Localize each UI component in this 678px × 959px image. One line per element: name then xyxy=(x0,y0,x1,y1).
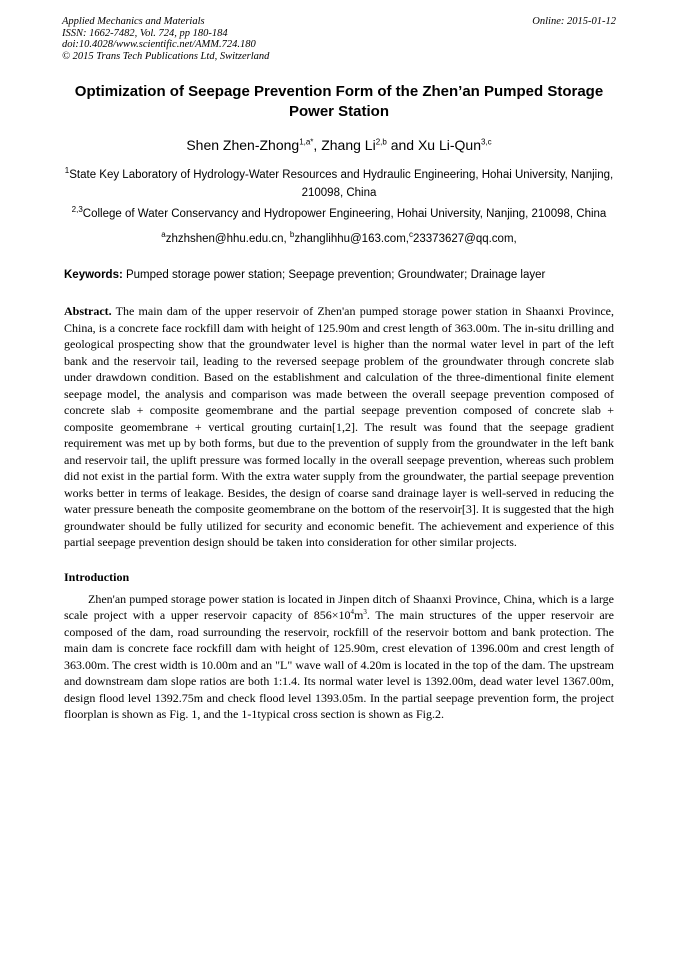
email-link[interactable]: zhzhshen@hhu.edu.cn, xyxy=(165,233,290,245)
introduction-paragraph xyxy=(64,591,614,723)
author-name: Shen Zhen-Zhong xyxy=(186,137,300,153)
email-link[interactable]: 23373627@qq.com, xyxy=(412,233,517,245)
introduction-heading: Introduction xyxy=(64,569,130,584)
email-superscript: a xyxy=(161,230,166,240)
affiliation xyxy=(64,166,614,202)
paper-title: Optimization of Seepage Prevention Form of the Zhen’an Pumped Storage Power Station xyxy=(74,83,604,120)
doi-line: doi:10.4028/www.scientific.net/AMM.724.180 xyxy=(62,39,256,50)
author-superscript: 1,a* xyxy=(299,137,314,147)
intro-superscript: 3 xyxy=(363,608,367,616)
author-name: Xu Li-Qun xyxy=(417,137,481,153)
intro-superscript: 4 xyxy=(350,608,354,616)
email-link[interactable]: zhanglihhu@163.com, xyxy=(294,233,409,245)
email-superscript: c xyxy=(408,230,413,240)
abstract-label: Abstract. xyxy=(64,304,112,318)
issn-line: ISSN: 1662-7482, Vol. 724, pp 180-184 xyxy=(62,27,228,39)
author-superscript: 2,b xyxy=(375,137,387,147)
abstract xyxy=(64,303,614,551)
keywords-label: Keywords: xyxy=(64,269,123,281)
affiliation-superscript: 1 xyxy=(64,166,70,176)
intro-unit: m xyxy=(353,608,364,622)
paper-body xyxy=(64,82,614,723)
copyright-line: © 2015 Trans Tech Publications Ltd, Switzerland xyxy=(62,50,270,62)
journal-header xyxy=(62,16,269,62)
online-date: Online: 2015-01-12 xyxy=(532,16,616,27)
abstract-text: The main dam of the upper reservoir of Zhen'an pumped storage power station in Shaanxi Province, China, is a concrete face rockfill dam with height of 125.90m and crest length of 363.00m. The in-situ drilling and geological prospecting show that the groundwater level is higher than the normal water level in part of the left bank and the reservoir tail, leading to the reversed seepage problem of the groundwater through concrete slab under drawdown condition. Based on the establishment and calculation of the three-dimentional finite element seepage model, the analysis and comparison was made between the overall seepage prevention composed of concrete slab + composite geomembrane and the partial seepage prevention composed of concrete slab + composite geomembrane + vertical grouting curtain[1,2]. The result was found that the seepage gradient requirement was met up by both forms, but due to the prevention of supply from the groundwater in the left bank and reservoir tail, the uplift pressure was formed locally in the overall seepage prevention, whereas such problem did not exist in the partial form. With the extra water supply from the groundwater, the partial seepage prevention works better in terms of leakage. Besides, the design of coarse sand drainage layer is well-served in reducing the water pressure beneath the composite geomembrane on the bottom of the reservoir[3]. It is suggested that the high groundwater should be fully utilized for security and economic benefit. The achievement and experience of this partial seepage prevention design should be taken into consideration for other similar projects. xyxy=(64,304,614,549)
author-separator: and xyxy=(386,137,418,153)
email-superscript: b xyxy=(289,230,295,240)
author-superscript: 3,c xyxy=(481,137,492,147)
affiliation-text: State Key Laboratory of Hydrology-Water Resources and Hydraulic Engineering, Hohai University, Nanjing, 210098, China xyxy=(69,169,614,199)
author-separator: , xyxy=(313,137,322,153)
author-list xyxy=(64,136,614,154)
intro-text: Zhen'an pumped storage power station is located in Jinpen ditch of Shaanxi Province, China, which is a large scale project with a upper reservoir capacity of 856×10 xyxy=(64,591,614,622)
journal-name: Applied Mechanics and Materials xyxy=(62,16,205,27)
affiliation-superscript: 2,3 xyxy=(71,205,83,215)
author-name: Zhang Li xyxy=(321,137,376,153)
intro-text: . The main structures of the upper reservoir are composed of the dam, road surrounding the reservoir, rockfill of the reservoir bottom and bank protection. The main dam is concrete face rockfill dam with height of 125.90m, crest elevation of 1396.00m and crest length of 363.00m. The crest width is 10.00m and an "L" wave wall of 4.20m is located in the top of the dam. The upstream and downstream dam slope ratios are both 1:1.4. Its normal water level is 1392.00m, dead water level 1367.00m, design flood level 1392.75m and check flood level 1393.05m. In the partial seepage prevention form, the project floorplan is shown as Fig. 1, and the 1-1typical cross section is shown as Fig.2. xyxy=(64,608,614,721)
affiliation xyxy=(64,205,614,223)
keywords-text: Pumped storage power station; Seepage prevention; Groundwater; Drainage layer xyxy=(122,269,546,281)
affiliation-text: College of Water Conservancy and Hydropower Engineering, Hohai University, Nanjing, 210098, China xyxy=(82,208,607,220)
email-list xyxy=(64,231,614,247)
keywords xyxy=(64,267,614,283)
